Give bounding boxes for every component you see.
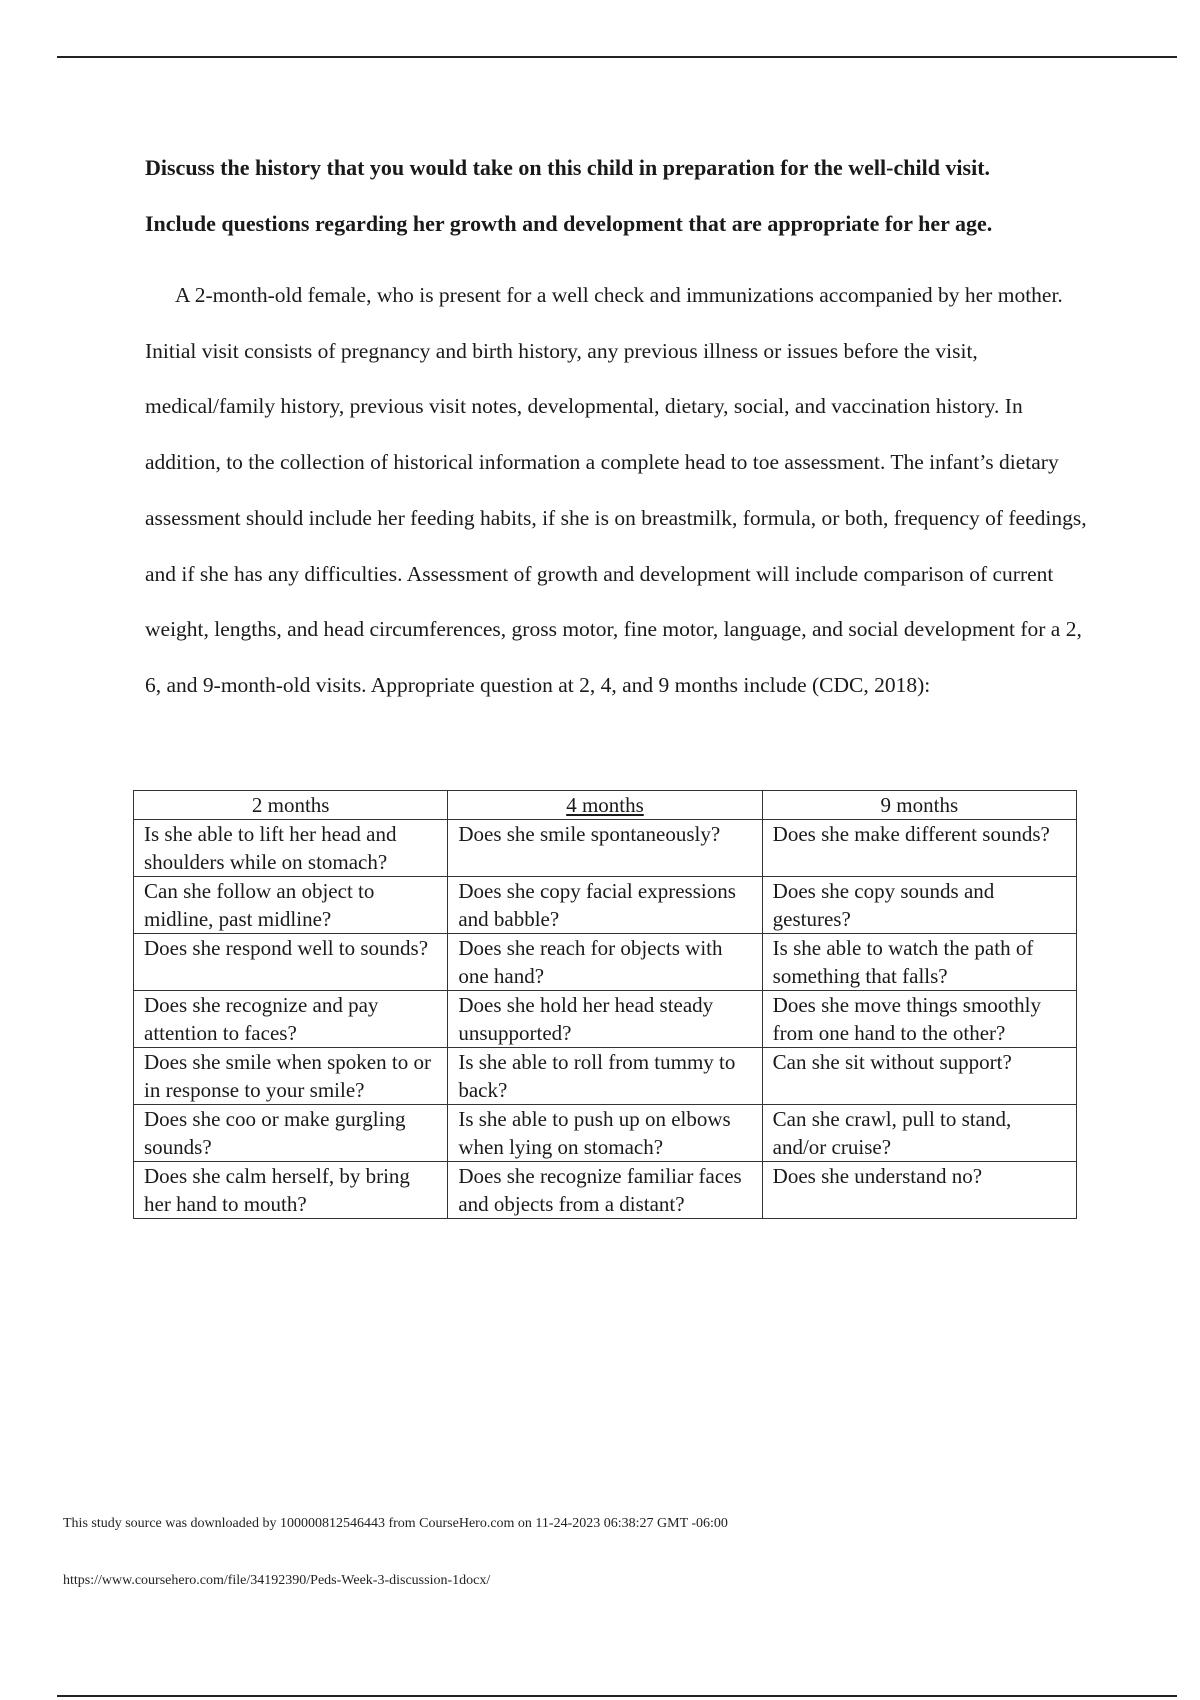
table-cell: Can she follow an object to midline, past midline? <box>134 877 448 934</box>
table-cell: Does she make different sounds? <box>762 820 1076 877</box>
table-row <box>134 877 1077 934</box>
table-cell: Does she hold her head steady unsupported? <box>448 991 762 1048</box>
top-divider <box>57 56 1177 58</box>
header-4-months: 4 months <box>448 791 762 820</box>
table-cell: Is she able to roll from tummy to back? <box>448 1048 762 1105</box>
table-cell: Can she crawl, pull to stand, and/or cruise? <box>762 1105 1076 1162</box>
heading-line-1: Discuss the history that you would take on this child in preparation for the well-child visit. <box>145 155 991 180</box>
table-row <box>134 1162 1077 1219</box>
table-cell: Does she smile spontaneously? <box>448 820 762 877</box>
table-cell: Is she able to lift her head and shoulders while on stomach? <box>134 820 448 877</box>
source-url: https://www.coursehero.com/file/34192390/Peds-Week-3-discussion-1docx/ <box>63 1573 491 1588</box>
download-notice: This study source was downloaded by 100000812546443 from CourseHero.com on 11-24-2023 06:38:27 GMT -06:00 <box>63 1516 728 1531</box>
header-9-months: 9 months <box>762 791 1076 820</box>
table-cell: Does she recognize familiar faces and objects from a distant? <box>448 1162 762 1219</box>
table-cell: Does she calm herself, by bring her hand to mouth? <box>134 1162 448 1219</box>
table-cell: Does she coo or make gurgling sounds? <box>134 1105 448 1162</box>
table-cell: Does she recognize and pay attention to faces? <box>134 991 448 1048</box>
table-cell: Is she able to watch the path of something that falls? <box>762 934 1076 991</box>
heading-line-2: Include questions regarding her growth and development that are appropriate for her age. <box>145 211 993 236</box>
table-row <box>134 934 1077 991</box>
bottom-divider <box>57 1695 1177 1697</box>
table-cell: Does she copy sounds and gestures? <box>762 877 1076 934</box>
body-paragraph: A 2-month-old female, who is present for a well check and immunizations accompanied by her mother. Initial visit consists of pregnancy and birth history, any previous illness or issues before the visit, medical/family history, previous visit notes, developmental, dietary, social, and vaccination history. In addition, to the collection of historical information a complete head to toe assessment. The infant’s dietary assessment should include her feeding habits, if she is on breastmilk, formula, or both, frequency of feedings, and if she has any difficulties. Assessment of growth and development will include comparison of current weight, lengths, and head circumferences, gross motor, fine motor, language, and social development for a 2, 6, and 9-month-old visits. Appropriate question at 2, 4, and 9 months include (CDC, 2018): <box>145 283 1087 697</box>
header-2-months: 2 months <box>134 791 448 820</box>
development-questions-table <box>133 790 1077 1219</box>
table-cell: Does she copy facial expressions and babble? <box>448 877 762 934</box>
table-cell: Is she able to push up on elbows when lying on stomach? <box>448 1105 762 1162</box>
document-body <box>145 140 1090 714</box>
table-cell: Does she understand no? <box>762 1162 1076 1219</box>
table-row <box>134 1105 1077 1162</box>
table-cell: Does she reach for objects with one hand? <box>448 934 762 991</box>
table-row <box>134 991 1077 1048</box>
table-row <box>134 1048 1077 1105</box>
table-cell: Does she respond well to sounds? <box>134 934 448 991</box>
table-cell: Does she smile when spoken to or in response to your smile? <box>134 1048 448 1105</box>
table-row <box>134 820 1077 877</box>
table-header-row <box>134 791 1077 820</box>
table-cell: Can she sit without support? <box>762 1048 1076 1105</box>
table-cell: Does she move things smoothly from one hand to the other? <box>762 991 1076 1048</box>
